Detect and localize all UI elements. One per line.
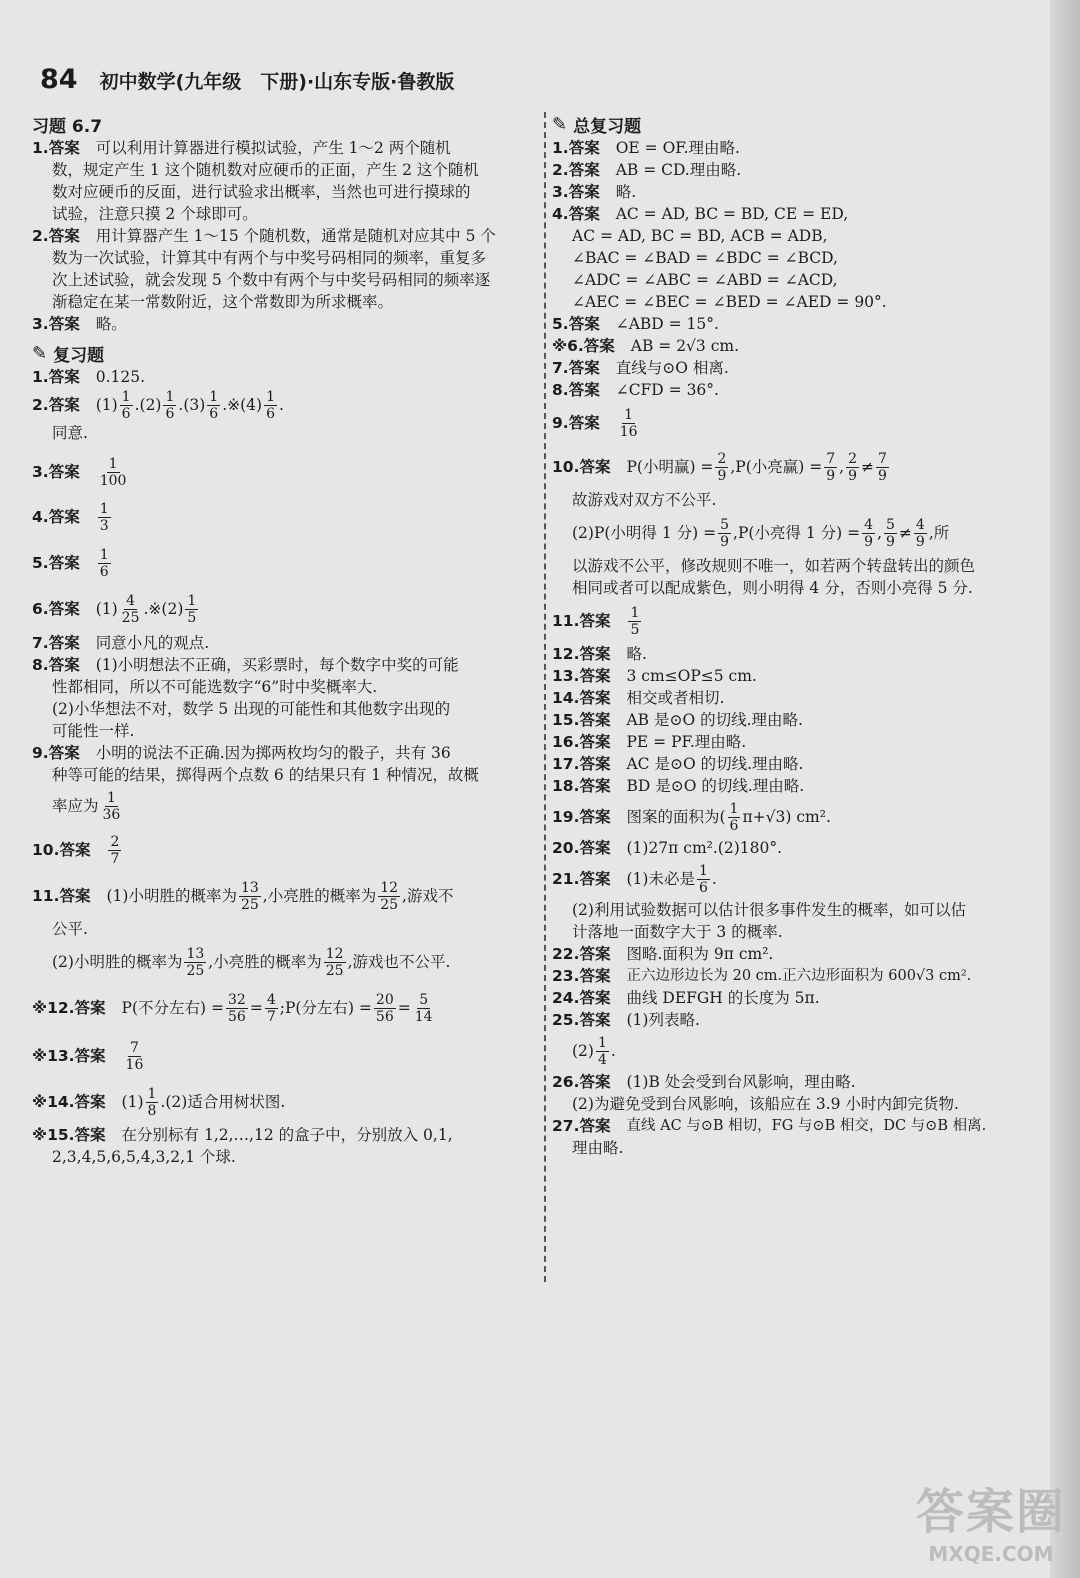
right-column	[552, 112, 1057, 1159]
watermark	[916, 1473, 1066, 1566]
final-10-line4: 以游戏不公平，修改规则不唯一，如若两个转盘转出的颜色	[572, 557, 976, 575]
final-24: 24. 答案 曲线 DEFGH 的长度为 5π.	[552, 989, 820, 1007]
final-3: 3. 答案 略.	[552, 183, 637, 201]
review-15: ※15.答案 在分别标有 1,2,…,12 的盒子中，分别放入 0,1, 2,3,4,5,6,5,4,3,2,1 个球.	[32, 1126, 453, 1166]
final-5: 5. 答案 ∠ABD = 15°.	[552, 315, 719, 333]
exercise-1: 1.答案 可以利用计算器进行模拟试验，产生 1～2 两个随机 数，规定产生 1 这个随机数对应硬币的正面，产生 2 这个随机 数对应硬币的反面，进行试验求出概率，当然也可进行摸球的 试验，注意只摸 2 个球即可。	[32, 139, 479, 223]
final-10: 10. 答案 P(小明赢) = $\frac{2}{9}$ ,P(小亮赢) = $\frac{7}{9}$ , $\frac{2}{9}$ ≠ $\frac{7}{9}$	[552, 450, 887, 484]
final-26: 26. 答案 (1)B 处会受到台风影响，理由略.	[552, 1073, 856, 1091]
exercise-2: 2.答案 用计算器产生 1～15 个随机数，通常是随机对应其中 5 个 数为一次试验，计算其中有两个与中奖号码相同的频率，重复多 次上述试验，就会发现 5 个数中有两个与中奖号码相同的频率逐 渐稳定在某一常数附近，这个常数即为所求概率。	[32, 227, 496, 311]
review-11: 11. 答案 (1)小明胜的概率为 $\frac{13}{25}$ ,小亮胜的概率为 $\frac{12}{25}$ ,游戏不	[32, 879, 454, 913]
final-10-part2: (2)P(小明得 1 分) = $\frac{5}{9}$ ,P(小亮得 1 分) = $\frac{4}{9}$ , $\frac{5}{9}$ ≠ $\frac{4}{9}$ ,所	[572, 516, 950, 550]
section-title-exercise: 习题 6.7	[32, 117, 103, 137]
final-25: 25. 答案 (1)列表略.	[552, 1011, 700, 1029]
review-2: 2. 答案 (1) $\frac{1}{6}$ .(2) $\frac{1}{6}$ .(3) $\frac{1}{6}$ .※(4) $\frac{1}{6}$ .	[32, 388, 284, 422]
watermark-logo: 答案圈	[915, 1484, 1066, 1540]
review-11-cont: 公平.	[52, 920, 88, 938]
final-14: 14. 答案 相交或者相切.	[552, 689, 725, 707]
final-9: 9. 答案 $\frac{1}{16}$	[552, 406, 638, 440]
final-19: 19. 答案 图案的面积为( $\frac{1}{6}$ π+√3) cm².	[552, 800, 831, 834]
final-25-part2: (2) $\frac{1}{4}$ .	[572, 1034, 616, 1068]
review-13: ※13. 答案 $\frac{7}{16}$	[32, 1039, 144, 1073]
final-2: 2. 答案 AB = CD.理由略.	[552, 161, 742, 179]
review-3: 3. 答案 $\frac{1}{100}$	[32, 455, 127, 489]
section-title-final-review: ✎ 总复习题	[552, 114, 642, 137]
page-edge-shadow	[1050, 0, 1080, 1578]
page-number: 84	[40, 64, 78, 95]
review-4: 4. 答案 $\frac{1}{3}$	[32, 500, 109, 534]
final-12: 12. 答案 略.	[552, 645, 647, 663]
pencil-icon: ✎	[552, 114, 568, 135]
final-4: 4.答案 AC = AD, BC = BD, CE = ED, AC = AD, BC = BD, ACB = ADB, ∠BAC = ∠BAD = ∠BDC = ∠BCD, ∠ADC = ∠ABC = ∠ABD = ∠ACD, ∠AEC = ∠BEC = ∠BED = ∠AED = 90°.	[552, 205, 887, 311]
review-5: 5. 答案 $\frac{1}{6}$	[32, 546, 109, 580]
page-header	[40, 64, 454, 95]
final-16: 16. 答案 PE = PF.理由略.	[552, 733, 747, 751]
final-8: 8. 答案 ∠CFD = 36°.	[552, 381, 719, 399]
review-10: 10. 答案 $\frac{2}{7}$	[32, 833, 120, 867]
final-21: 21. 答案 (1)未必是 $\frac{1}{6}$ .	[552, 862, 717, 896]
final-10-line2: 故游戏对双方不公平.	[572, 491, 717, 509]
final-22: 22. 答案 图略.面积为 9π cm².	[552, 945, 774, 963]
final-1: 1. 答案 OE = OF.理由略.	[552, 139, 740, 157]
review-12: ※12. 答案 P(不分左右) = $\frac{32}{56}$ = $\frac{4}{7}$ ;P(分左右) = $\frac{20}{56}$ = $\frac{5}{14}$	[32, 991, 433, 1025]
review-14: ※14. 答案 (1) $\frac{1}{8}$ .(2)适合用树状图.	[32, 1085, 286, 1119]
final-21-line2: (2)利用试验数据可以估计很多事件发生的概率，如可以估	[572, 901, 966, 919]
final-6: ※6. 答案 AB = 2√3 cm.	[552, 337, 740, 355]
review-8: 8.答案 (1)小明想法不正确，买彩票时，每个数字中奖的可能 性都相同，所以不可能选数字“6”时中奖概率大. (2)小华想法不对，数学 5 出现的可能性和其他数字出现的 可能性一样.	[32, 656, 459, 740]
review-9: 9.答案 小明的说法不正确.因为掷两枚均匀的骰子，共有 36 种等可能的结果，掷得两个点数 6 的结果只有 1 种情况，故概	[32, 744, 479, 784]
final-21-line3: 计落地一面数字大于 3 的概率.	[572, 923, 783, 941]
final-11: 11. 答案 $\frac{1}{5}$	[552, 604, 640, 638]
final-27: 27. 答案 直线 AC 与⊙B 相切，FG 与⊙B 相交，DC 与⊙B 相离.	[552, 1117, 987, 1135]
review-1: 1. 答案 0.125.	[32, 368, 146, 386]
page-title: 初中数学(九年级 下册)·山东专版·鲁教版	[99, 71, 455, 93]
final-27-line2: 理由略.	[572, 1139, 624, 1157]
column-divider	[544, 112, 546, 1282]
final-13: 13. 答案 3 cm≤OP≤5 cm.	[552, 667, 757, 685]
review-7: 7. 答案 同意小凡的观点.	[32, 634, 210, 652]
review-9-cont: 率应为 $\frac{1}{36}$	[52, 789, 121, 823]
review-11-part2: (2)小明胜的概率为 $\frac{13}{25}$ ,小亮胜的概率为 $\frac{12}{25}$ ,游戏也不公平.	[52, 945, 451, 979]
final-20: 20. 答案 (1)27π cm².(2)180°.	[552, 839, 783, 857]
final-26-line2: (2)为避免受到台风影响，该船应在 3.9 小时内卸完货物.	[572, 1095, 959, 1113]
final-10-line5: 相同或者可以配成紫色，则小明得 4 分，否则小亮得 5 分.	[572, 579, 973, 597]
section-title-review: ✎ 复习题	[32, 343, 105, 366]
final-23: 23. 答案 正六边形边长为 20 cm.正六边形面积为 600√3 cm².	[552, 967, 972, 985]
pencil-icon: ✎	[32, 343, 48, 364]
final-15: 15. 答案 AB 是⊙O 的切线.理由略.	[552, 711, 803, 729]
review-6: 6. 答案 (1) $\frac{4}{25}$ .※(2) $\frac{1}{5}$	[32, 592, 197, 626]
final-17: 17. 答案 AC 是⊙O 的切线.理由略.	[552, 755, 804, 773]
final-7: 7. 答案 直线与⊙O 相离.	[552, 359, 729, 377]
watermark-url: MXQE.COM	[928, 1542, 1054, 1566]
exercise-3: 3. 答案 略。	[32, 315, 127, 333]
final-18: 18. 答案 BD 是⊙O 的切线.理由略.	[552, 777, 805, 795]
review-2-cont: 同意.	[52, 424, 88, 442]
left-column	[32, 112, 537, 1168]
